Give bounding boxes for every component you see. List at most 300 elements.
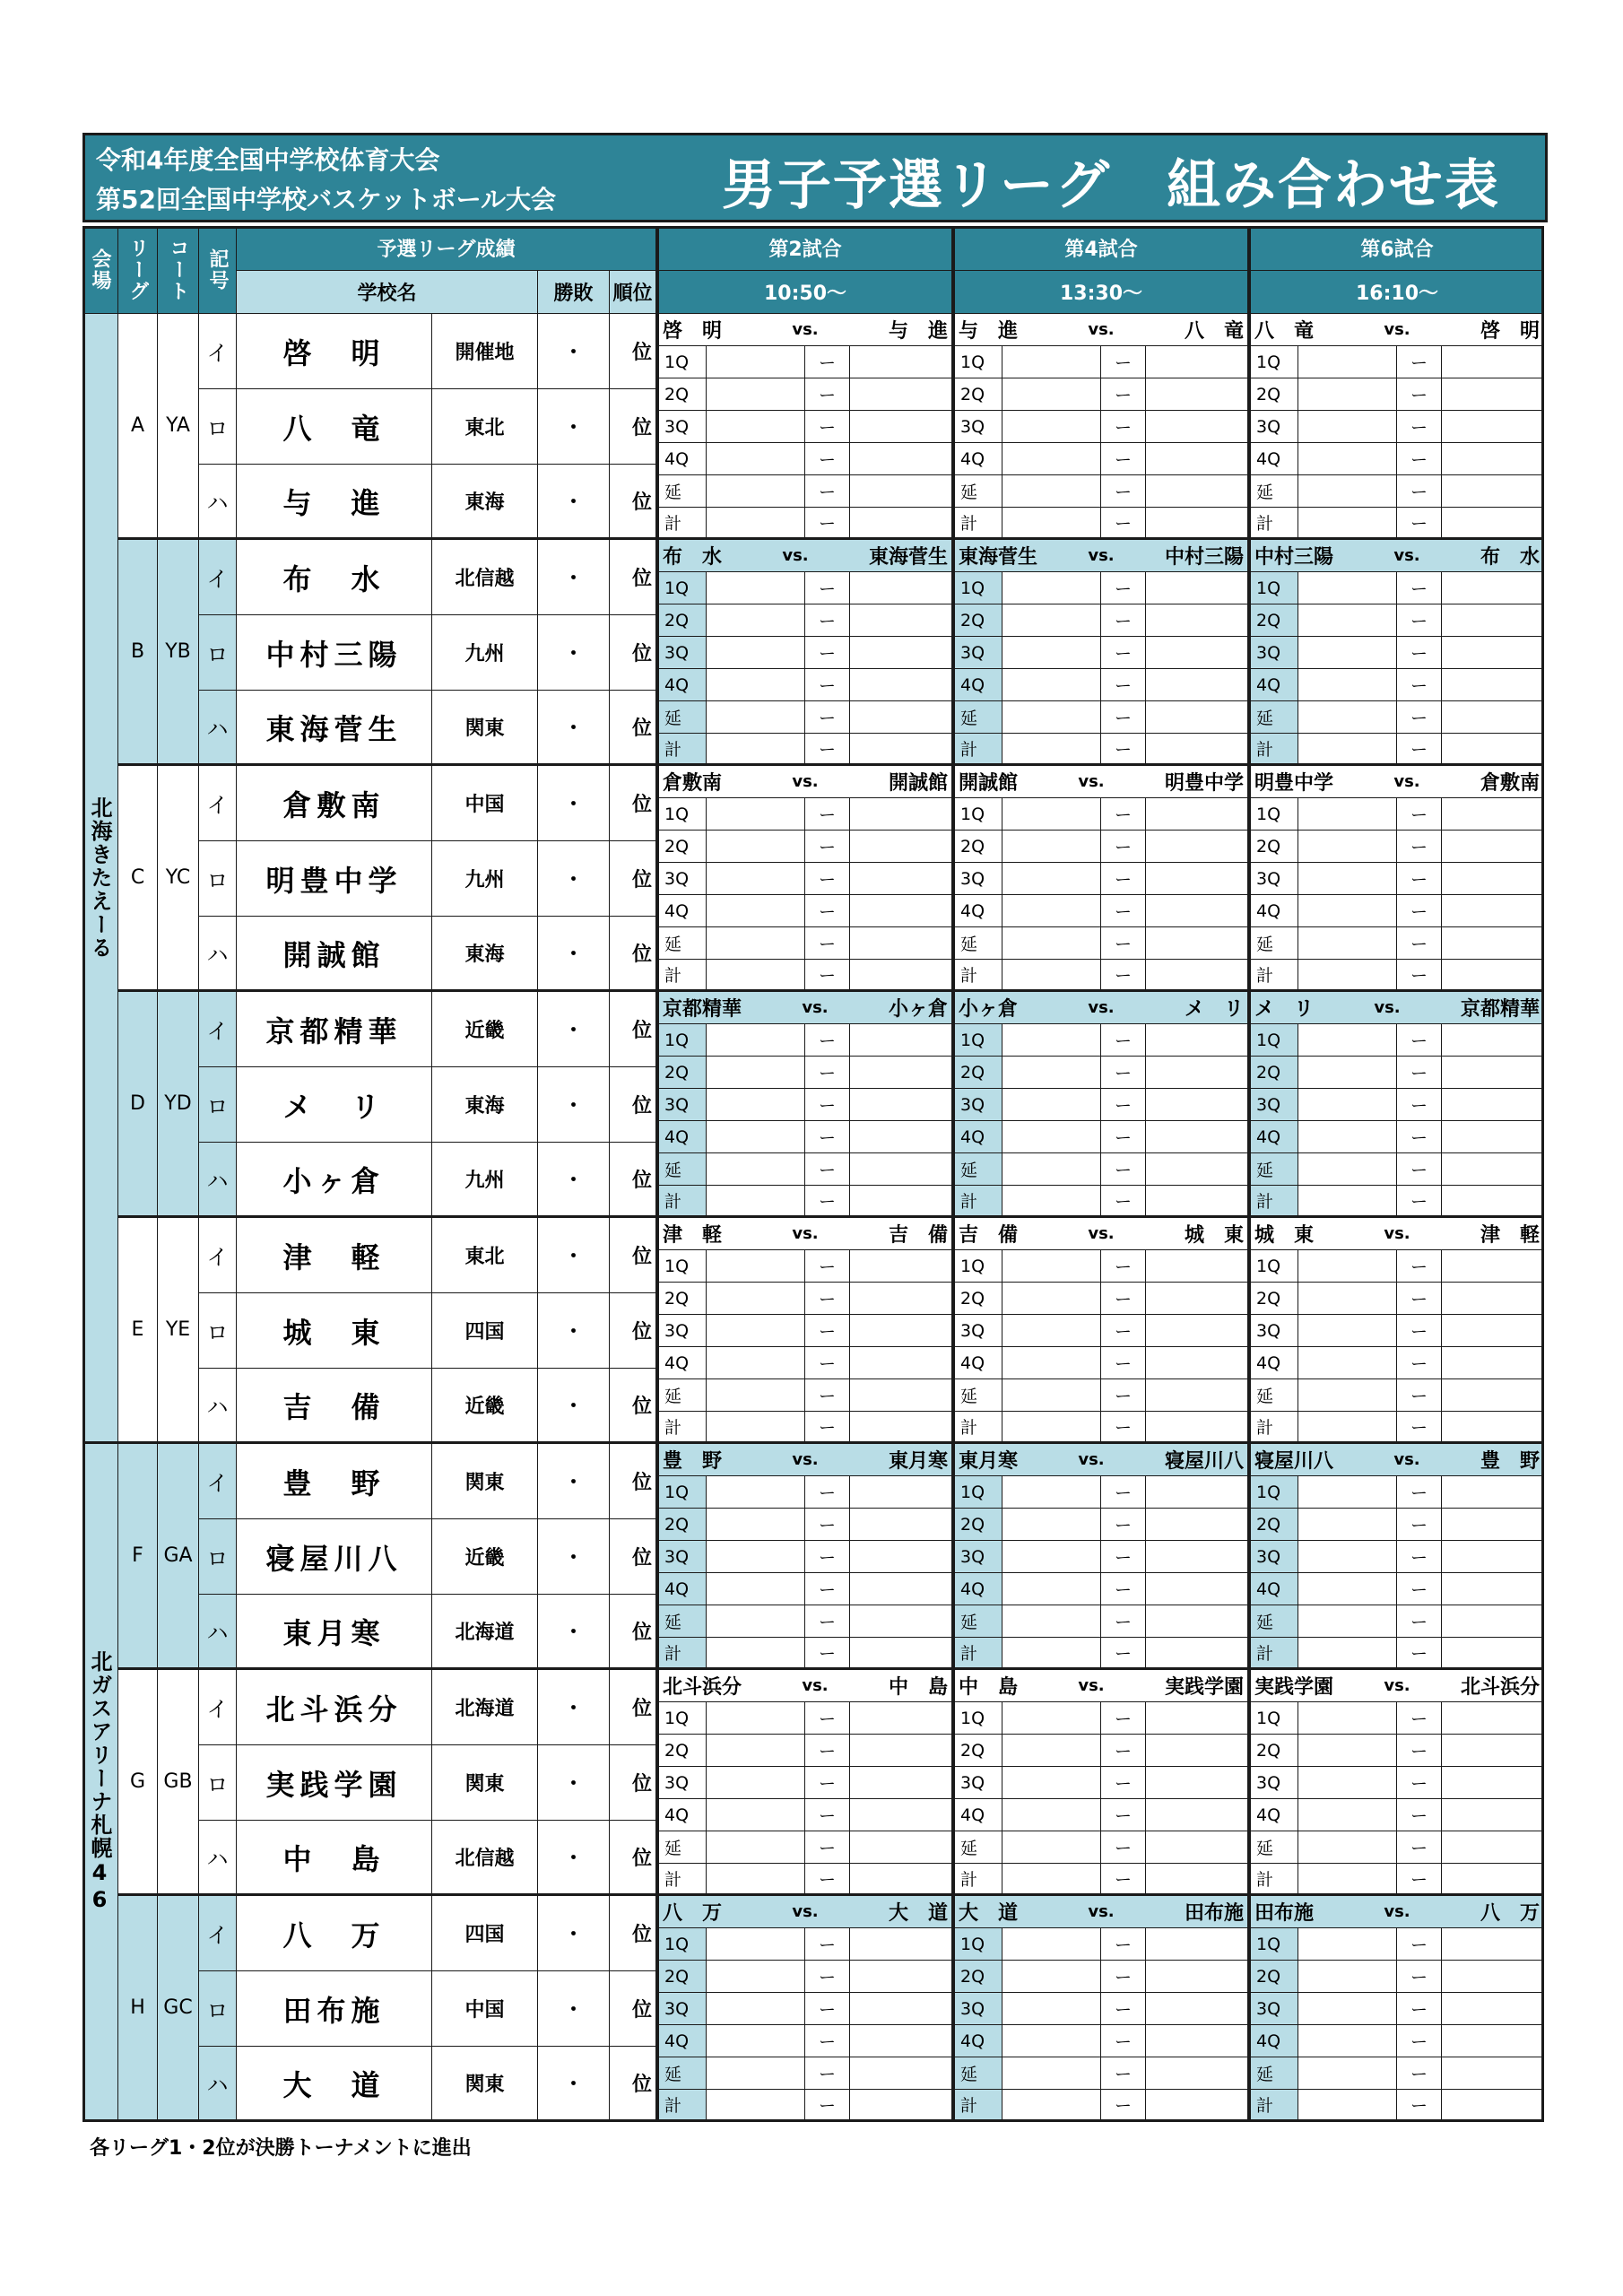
quarter-label: 3Q xyxy=(656,863,707,895)
quarter-label: 3Q xyxy=(656,1767,707,1799)
quarter-label: 計 xyxy=(656,734,707,766)
team-mark: ハ xyxy=(199,917,237,992)
league-letter: E xyxy=(118,1218,158,1444)
match-team-a: 寝屋川八 xyxy=(1254,1450,1334,1473)
quarter-label: 2Q xyxy=(656,1735,707,1767)
score-a xyxy=(707,1379,805,1412)
score-a xyxy=(1002,1186,1101,1218)
rank-cell: 位 xyxy=(610,615,656,691)
match-team-b: 布 水 xyxy=(1480,546,1540,569)
score-b xyxy=(1146,1315,1248,1347)
score-a xyxy=(1002,508,1101,540)
score-b xyxy=(850,831,952,863)
quarter-label: 延 xyxy=(1248,2057,1298,2090)
score-a xyxy=(1002,1961,1101,1993)
score-b xyxy=(850,2057,952,2090)
score-b xyxy=(850,927,952,960)
quarter-label: 1Q xyxy=(656,1250,707,1283)
quarter-label: 3Q xyxy=(656,637,707,669)
score-b xyxy=(850,960,952,992)
score-b xyxy=(850,1735,952,1767)
score-a xyxy=(707,1057,805,1089)
school-name: 明豊中学 xyxy=(237,841,432,917)
quarter-label: 3Q xyxy=(656,411,707,443)
quarter-label: 計 xyxy=(1248,1638,1298,1670)
match-team-b: 八 竜 xyxy=(1184,320,1244,343)
team-mark: ロ xyxy=(199,389,237,465)
score-a xyxy=(707,798,805,831)
match-team-b: 吉 備 xyxy=(888,1224,948,1247)
quarter-label: 3Q xyxy=(1248,1089,1298,1121)
score-b xyxy=(1442,1702,1544,1735)
quarter-label: 計 xyxy=(656,1864,707,1896)
score-b xyxy=(850,1864,952,1896)
score-a xyxy=(1298,927,1397,960)
score-b xyxy=(850,1153,952,1186)
score-a xyxy=(1298,411,1397,443)
vs-label: vs. xyxy=(1078,1450,1105,1469)
team-mark: ロ xyxy=(199,1067,237,1143)
score-b xyxy=(1146,1573,1248,1605)
score-a xyxy=(1002,1541,1101,1573)
score-b xyxy=(1146,1605,1248,1638)
vs-label: vs. xyxy=(1384,1902,1410,1921)
score-b xyxy=(1442,734,1544,766)
team-mark: イ xyxy=(199,1444,237,1519)
score-dash: ー xyxy=(1397,508,1442,540)
quarter-label: 2Q xyxy=(656,1509,707,1541)
score-a xyxy=(707,831,805,863)
score-dash: ー xyxy=(1101,1379,1146,1412)
score-dash: ー xyxy=(805,2057,850,2090)
match-header xyxy=(952,992,1248,1024)
score-b xyxy=(1146,1412,1248,1444)
score-dash: ー xyxy=(1101,701,1146,734)
match-team-b: 田布施 xyxy=(1184,1902,1244,1925)
score-b xyxy=(850,572,952,604)
score-b xyxy=(850,1379,952,1412)
score-dash: ー xyxy=(1101,1928,1146,1961)
score-b xyxy=(850,1638,952,1670)
score-dash: ー xyxy=(1397,960,1442,992)
quarter-label: 3Q xyxy=(1248,1767,1298,1799)
score-b xyxy=(1146,1509,1248,1541)
quarter-label: 4Q xyxy=(1248,895,1298,927)
score-b xyxy=(850,1799,952,1831)
school-region: 四国 xyxy=(432,1896,538,1971)
court-header-label: コート xyxy=(167,237,189,302)
score-dash: ー xyxy=(1101,508,1146,540)
vs-label: vs. xyxy=(802,998,829,1017)
quarter-label: 4Q xyxy=(952,1799,1002,1831)
rank-cell: 位 xyxy=(610,992,656,1067)
score-dash: ー xyxy=(1101,2057,1146,2090)
quarter-label: 4Q xyxy=(952,443,1002,475)
win-loss: ・ xyxy=(538,1369,610,1444)
match-header xyxy=(952,1218,1248,1250)
score-a xyxy=(707,1702,805,1735)
score-dash: ー xyxy=(805,1864,850,1896)
vs-label: vs. xyxy=(802,1676,829,1695)
team-mark: イ xyxy=(199,1670,237,1745)
score-dash: ー xyxy=(1101,927,1146,960)
score-b xyxy=(1146,1799,1248,1831)
score-dash: ー xyxy=(805,572,850,604)
quarter-label: 4Q xyxy=(1248,2025,1298,2057)
team-mark: ロ xyxy=(199,615,237,691)
match-team-b: 東月寒 xyxy=(888,1450,948,1473)
score-dash: ー xyxy=(805,1799,850,1831)
quarter-label: 計 xyxy=(952,960,1002,992)
score-a xyxy=(1298,1638,1397,1670)
score-dash: ー xyxy=(1397,1541,1442,1573)
vs-label: vs. xyxy=(1078,1676,1105,1695)
score-dash: ー xyxy=(1397,1089,1442,1121)
win-loss: ・ xyxy=(538,1670,610,1745)
score-a xyxy=(707,1961,805,1993)
score-b xyxy=(850,1993,952,2025)
score-a xyxy=(1298,1573,1397,1605)
win-loss: ・ xyxy=(538,1896,610,1971)
quarter-label: 計 xyxy=(1248,734,1298,766)
quarter-label: 延 xyxy=(656,927,707,960)
score-dash: ー xyxy=(805,1379,850,1412)
score-a xyxy=(1002,1993,1101,2025)
score-a xyxy=(1002,1283,1101,1315)
match-team-a: 吉 備 xyxy=(959,1224,1019,1247)
quarter-label: 3Q xyxy=(952,863,1002,895)
team-mark: イ xyxy=(199,766,237,841)
score-a xyxy=(707,1541,805,1573)
win-loss: ・ xyxy=(538,1067,610,1143)
score-a xyxy=(707,346,805,378)
score-a xyxy=(1298,1509,1397,1541)
quarter-label: 計 xyxy=(656,508,707,540)
team-mark: ハ xyxy=(199,691,237,766)
score-dash: ー xyxy=(805,637,850,669)
score-a xyxy=(1002,475,1101,508)
quarter-label: 3Q xyxy=(952,1541,1002,1573)
score-b xyxy=(850,1831,952,1864)
court-code: GA xyxy=(158,1444,199,1670)
school-region: 近畿 xyxy=(432,1369,538,1444)
school-region: 近畿 xyxy=(432,1519,538,1595)
score-b xyxy=(1146,1024,1248,1057)
score-b xyxy=(1442,669,1544,701)
vs-label: vs. xyxy=(1384,320,1410,339)
score-a xyxy=(707,1767,805,1799)
score-dash: ー xyxy=(1397,2025,1442,2057)
mark-header xyxy=(199,226,237,314)
score-b xyxy=(1442,1057,1544,1089)
score-dash: ー xyxy=(1101,378,1146,411)
score-dash: ー xyxy=(805,346,850,378)
score-dash: ー xyxy=(1397,798,1442,831)
score-b xyxy=(850,1961,952,1993)
quarter-label: 3Q xyxy=(952,411,1002,443)
quarter-label: 計 xyxy=(656,2090,707,2122)
score-b xyxy=(1442,1638,1544,1670)
score-b xyxy=(850,443,952,475)
vs-label: vs. xyxy=(792,1902,819,1921)
score-a xyxy=(707,1283,805,1315)
score-b xyxy=(1146,2057,1248,2090)
league-letter: A xyxy=(118,314,158,540)
quarter-label: 延 xyxy=(1248,475,1298,508)
match-team-a: 開誠館 xyxy=(959,772,1019,795)
score-dash: ー xyxy=(805,669,850,701)
score-b xyxy=(850,378,952,411)
score-dash: ー xyxy=(805,1961,850,1993)
quarter-label: 1Q xyxy=(656,1024,707,1057)
score-b xyxy=(1146,1379,1248,1412)
score-b xyxy=(1442,443,1544,475)
score-dash: ー xyxy=(1101,1702,1146,1735)
quarter-label: 2Q xyxy=(1248,1961,1298,1993)
score-a xyxy=(1298,1024,1397,1057)
score-a xyxy=(707,1993,805,2025)
score-dash: ー xyxy=(1397,1186,1442,1218)
rank-cell: 位 xyxy=(610,1143,656,1218)
score-b xyxy=(850,1024,952,1057)
rank-cell: 位 xyxy=(610,314,656,389)
quarter-label: 延 xyxy=(952,1379,1002,1412)
league-header xyxy=(118,226,158,314)
match-header xyxy=(952,1670,1248,1702)
match-team-b: 寝屋川八 xyxy=(1164,1450,1244,1473)
school-region: 九州 xyxy=(432,1143,538,1218)
score-a xyxy=(1002,1412,1101,1444)
quarter-label: 3Q xyxy=(1248,1541,1298,1573)
score-b xyxy=(1146,443,1248,475)
quarter-label: 2Q xyxy=(952,1509,1002,1541)
score-b xyxy=(1146,831,1248,863)
score-dash: ー xyxy=(1397,863,1442,895)
score-b xyxy=(1442,895,1544,927)
score-a xyxy=(1298,1541,1397,1573)
score-dash: ー xyxy=(805,863,850,895)
score-b xyxy=(850,1283,952,1315)
score-b xyxy=(1146,895,1248,927)
page-title: 男子予選リーグ 組み合わせ表 xyxy=(722,154,1500,217)
team-mark: ロ xyxy=(199,1519,237,1595)
score-a xyxy=(1002,1024,1101,1057)
team-mark: ハ xyxy=(199,2047,237,2122)
score-a xyxy=(1298,798,1397,831)
score-b xyxy=(1442,1864,1544,1896)
match-team-b: 城 東 xyxy=(1184,1224,1244,1247)
team-mark: ハ xyxy=(199,465,237,540)
quarter-label: 3Q xyxy=(952,1315,1002,1347)
score-a xyxy=(707,1347,805,1379)
quarter-label: 2Q xyxy=(952,1057,1002,1089)
match-team-a: 実践学園 xyxy=(1254,1676,1334,1699)
score-b xyxy=(1442,475,1544,508)
score-b xyxy=(1146,1283,1248,1315)
match-team-a: 八 万 xyxy=(663,1902,723,1925)
school-region: 関東 xyxy=(432,2047,538,2122)
court-code: GC xyxy=(158,1896,199,2122)
score-dash: ー xyxy=(1101,895,1146,927)
score-dash: ー xyxy=(1397,1961,1442,1993)
score-b xyxy=(1146,2090,1248,2122)
quarter-label: 延 xyxy=(656,1605,707,1638)
score-dash: ー xyxy=(1101,1153,1146,1186)
score-dash: ー xyxy=(1397,1283,1442,1315)
quarter-label: 計 xyxy=(952,1412,1002,1444)
score-a xyxy=(1002,1928,1101,1961)
quarter-label: 延 xyxy=(656,701,707,734)
score-b xyxy=(850,1089,952,1121)
score-a xyxy=(1002,1476,1101,1509)
quarter-label: 1Q xyxy=(952,572,1002,604)
score-dash: ー xyxy=(1101,1315,1146,1347)
score-a xyxy=(1002,411,1101,443)
score-a xyxy=(1002,1121,1101,1153)
rank-cell: 位 xyxy=(610,389,656,465)
quarter-label: 延 xyxy=(952,2057,1002,2090)
quarter-label: 2Q xyxy=(1248,1735,1298,1767)
school-region: 関東 xyxy=(432,1745,538,1821)
school-name: 豊 野 xyxy=(237,1444,432,1519)
school-region: 九州 xyxy=(432,615,538,691)
match-team-b: 大 道 xyxy=(888,1902,948,1925)
score-b xyxy=(1146,637,1248,669)
score-b xyxy=(850,798,952,831)
win-loss: ・ xyxy=(538,1444,610,1519)
score-a xyxy=(1298,637,1397,669)
quarter-label: 1Q xyxy=(1248,1702,1298,1735)
rank-cell: 位 xyxy=(610,1670,656,1745)
school-name: 与 進 xyxy=(237,465,432,540)
score-dash: ー xyxy=(1101,475,1146,508)
score-a xyxy=(1298,378,1397,411)
win-loss: ・ xyxy=(538,841,610,917)
score-b xyxy=(1146,572,1248,604)
school-region: 開催地 xyxy=(432,314,538,389)
school-name: 八 竜 xyxy=(237,389,432,465)
score-b xyxy=(1146,863,1248,895)
school-name: 城 東 xyxy=(237,1293,432,1369)
score-dash: ー xyxy=(805,1605,850,1638)
quarter-label: 1Q xyxy=(952,1476,1002,1509)
score-b xyxy=(1442,604,1544,637)
court-code: YC xyxy=(158,766,199,992)
quarter-label: 1Q xyxy=(952,1928,1002,1961)
score-a xyxy=(1298,1735,1397,1767)
score-a xyxy=(1298,508,1397,540)
match-header xyxy=(656,1896,952,1928)
score-dash: ー xyxy=(805,798,850,831)
score-b xyxy=(850,475,952,508)
court-code: YA xyxy=(158,314,199,540)
score-dash: ー xyxy=(805,508,850,540)
score-a xyxy=(1298,1993,1397,2025)
score-b xyxy=(1442,346,1544,378)
win-loss: ・ xyxy=(538,1595,610,1670)
score-a xyxy=(1002,1315,1101,1347)
score-dash: ー xyxy=(1101,1993,1146,2025)
score-a xyxy=(707,1638,805,1670)
match-team-a: 京都精華 xyxy=(663,998,742,1021)
quarter-label: 延 xyxy=(656,1831,707,1864)
score-dash: ー xyxy=(1101,572,1146,604)
match-team-a: 東海菅生 xyxy=(959,546,1038,569)
score-b xyxy=(850,1509,952,1541)
match-header xyxy=(656,766,952,798)
school-region: 北海道 xyxy=(432,1670,538,1745)
team-mark: ハ xyxy=(199,1595,237,1670)
score-a xyxy=(1298,443,1397,475)
quarter-label: 3Q xyxy=(952,1767,1002,1799)
score-b xyxy=(1146,1476,1248,1509)
quarter-label: 4Q xyxy=(656,1121,707,1153)
quarter-label: 2Q xyxy=(656,1057,707,1089)
quarter-label: 4Q xyxy=(1248,1573,1298,1605)
match-team-a: メ リ xyxy=(1254,998,1315,1021)
match-header xyxy=(656,1444,952,1476)
score-b xyxy=(1442,572,1544,604)
quarter-label: 延 xyxy=(656,475,707,508)
quarter-label: 1Q xyxy=(1248,1250,1298,1283)
school-name: 北斗浜分 xyxy=(237,1670,432,1745)
quarter-label: 1Q xyxy=(656,346,707,378)
match-header xyxy=(1248,314,1544,346)
match-team-a: 布 水 xyxy=(663,546,723,569)
match-team-b: 啓 明 xyxy=(1480,320,1540,343)
school-name: 津 軽 xyxy=(237,1218,432,1293)
score-dash: ー xyxy=(1397,1476,1442,1509)
score-dash: ー xyxy=(1397,1509,1442,1541)
quarter-label: 1Q xyxy=(1248,1928,1298,1961)
score-a xyxy=(1298,1347,1397,1379)
school-name: 吉 備 xyxy=(237,1369,432,1444)
win-loss: ・ xyxy=(538,917,610,992)
score-b xyxy=(1442,411,1544,443)
score-dash: ー xyxy=(1397,1379,1442,1412)
league-header-label: リーグ xyxy=(126,237,149,302)
school-name: 中村三陽 xyxy=(237,615,432,691)
score-b xyxy=(1442,1379,1544,1412)
score-dash: ー xyxy=(805,927,850,960)
score-a xyxy=(1002,443,1101,475)
score-a xyxy=(1298,1089,1397,1121)
team-mark: ロ xyxy=(199,1293,237,1369)
vs-label: vs. xyxy=(792,1450,819,1469)
score-dash: ー xyxy=(1101,1283,1146,1315)
score-b xyxy=(850,1347,952,1379)
score-dash: ー xyxy=(1397,1315,1442,1347)
score-dash: ー xyxy=(1101,1767,1146,1799)
score-dash: ー xyxy=(1101,1186,1146,1218)
quarter-label: 計 xyxy=(1248,1412,1298,1444)
quarter-label: 1Q xyxy=(1248,1476,1298,1509)
score-a xyxy=(707,1605,805,1638)
match-header xyxy=(656,314,952,346)
team-mark: ハ xyxy=(199,1143,237,1218)
score-a xyxy=(1298,734,1397,766)
court-code: YE xyxy=(158,1218,199,1444)
score-a xyxy=(1002,1605,1101,1638)
score-a xyxy=(1298,669,1397,701)
league-letter: G xyxy=(118,1670,158,1896)
score-dash: ー xyxy=(1101,2090,1146,2122)
match-team-b: 中村三陽 xyxy=(1164,546,1244,569)
score-dash: ー xyxy=(805,1315,850,1347)
score-b xyxy=(1146,378,1248,411)
score-b xyxy=(850,1412,952,1444)
match-team-b: メ リ xyxy=(1184,998,1244,1021)
